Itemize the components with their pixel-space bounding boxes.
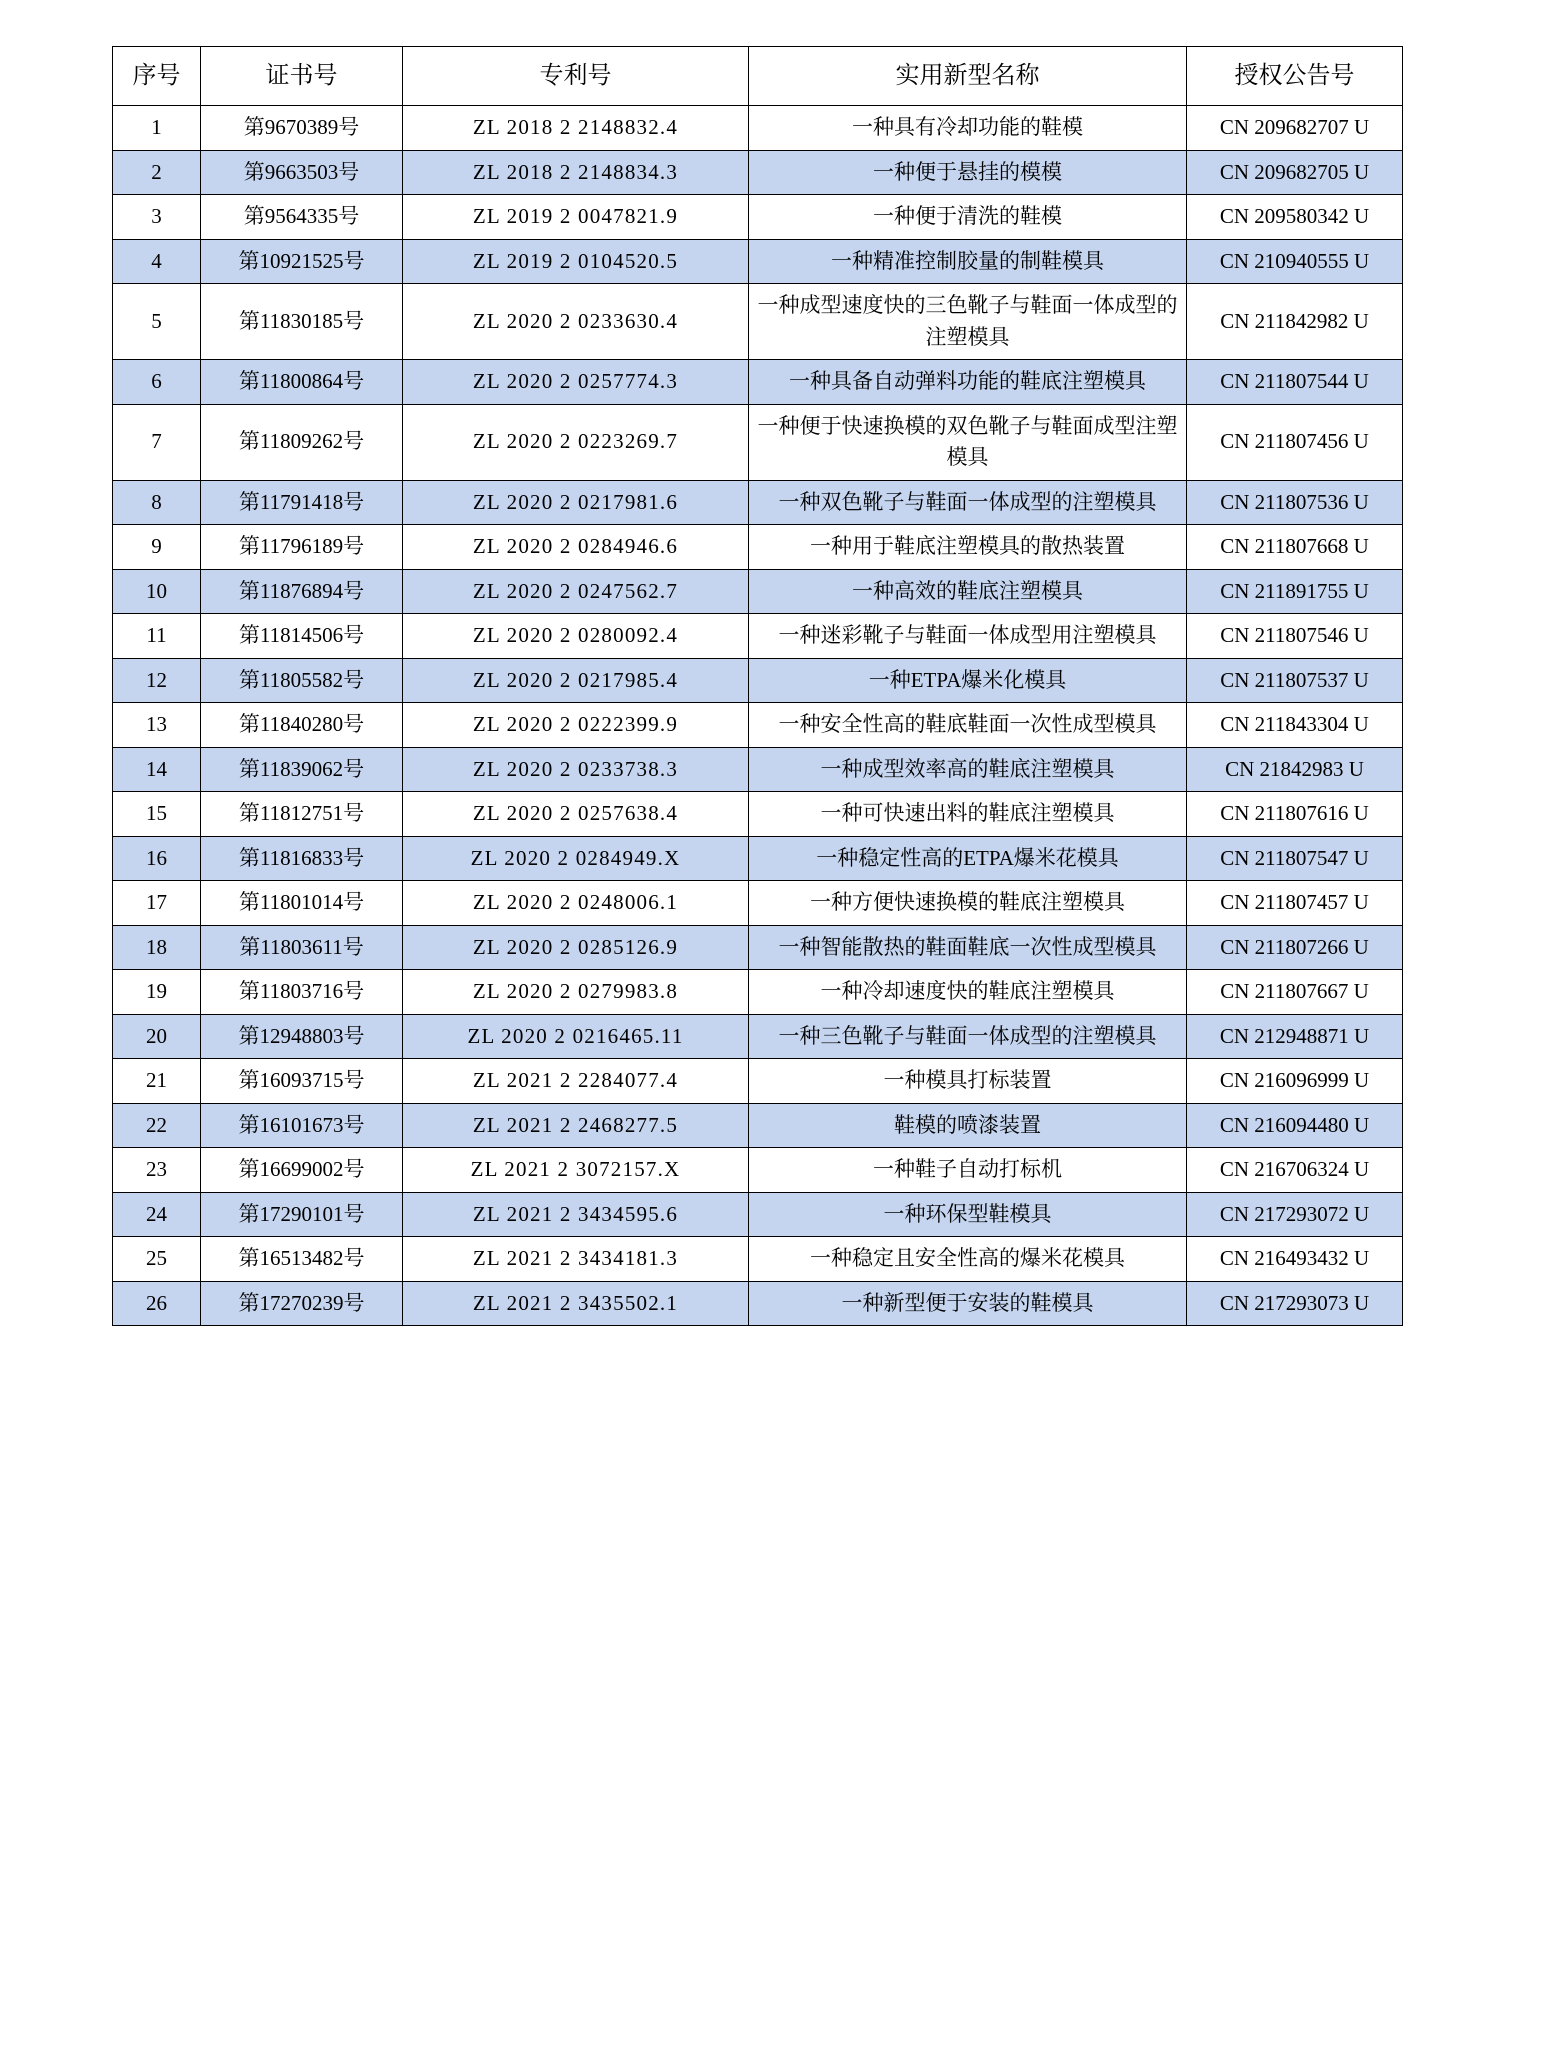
cell-patent-no: ZL 2020 2 0279983.8 — [403, 970, 749, 1015]
table-row — [113, 480, 1403, 525]
cell-utility-model-name: 一种稳定性高的ETPA爆米花模具 — [749, 836, 1187, 881]
cell-seq: 8 — [113, 480, 201, 525]
cell-publication-no: CN 211807544 U — [1187, 360, 1403, 405]
cell-seq: 24 — [113, 1192, 201, 1237]
cell-certificate-no: 第12948803号 — [201, 1014, 403, 1059]
column-header-utility-model-name: 实用新型名称 — [749, 47, 1187, 106]
cell-utility-model-name: 一种精准控制胶量的制鞋模具 — [749, 239, 1187, 284]
cell-certificate-no: 第11791418号 — [201, 480, 403, 525]
cell-seq: 23 — [113, 1148, 201, 1193]
cell-utility-model-name: 一种成型效率高的鞋底注塑模具 — [749, 747, 1187, 792]
cell-publication-no: CN 21842983 U — [1187, 747, 1403, 792]
cell-patent-no: ZL 2021 2 3435502.1 — [403, 1281, 749, 1326]
cell-publication-no: CN 217293072 U — [1187, 1192, 1403, 1237]
cell-utility-model-name: 一种便于悬挂的模模 — [749, 150, 1187, 195]
cell-seq: 11 — [113, 614, 201, 659]
cell-certificate-no: 第10921525号 — [201, 239, 403, 284]
cell-patent-no: ZL 2020 2 0285126.9 — [403, 925, 749, 970]
cell-certificate-no: 第11809262号 — [201, 404, 403, 480]
cell-certificate-no: 第11801014号 — [201, 881, 403, 926]
table-header-row — [113, 47, 1403, 106]
cell-utility-model-name: 一种ETPA爆米化模具 — [749, 658, 1187, 703]
cell-publication-no: CN 216493432 U — [1187, 1237, 1403, 1282]
cell-certificate-no: 第11830185号 — [201, 284, 403, 360]
cell-publication-no: CN 209682707 U — [1187, 106, 1403, 151]
table-row — [113, 150, 1403, 195]
cell-publication-no: CN 211843304 U — [1187, 703, 1403, 748]
cell-utility-model-name: 一种成型速度快的三色靴子与鞋面一体成型的注塑模具 — [749, 284, 1187, 360]
table-row — [113, 239, 1403, 284]
table-row — [113, 195, 1403, 240]
cell-certificate-no: 第16093715号 — [201, 1059, 403, 1104]
table-row — [113, 836, 1403, 881]
cell-patent-no: ZL 2020 2 0257638.4 — [403, 792, 749, 837]
cell-utility-model-name: 一种环保型鞋模具 — [749, 1192, 1187, 1237]
table-row — [113, 1237, 1403, 1282]
cell-utility-model-name: 一种高效的鞋底注塑模具 — [749, 569, 1187, 614]
cell-utility-model-name: 一种冷却速度快的鞋底注塑模具 — [749, 970, 1187, 1015]
table-row — [113, 747, 1403, 792]
cell-certificate-no: 第16101673号 — [201, 1103, 403, 1148]
cell-seq: 19 — [113, 970, 201, 1015]
cell-seq: 25 — [113, 1237, 201, 1282]
cell-utility-model-name: 鞋模的喷漆装置 — [749, 1103, 1187, 1148]
cell-patent-no: ZL 2021 2 3072157.X — [403, 1148, 749, 1193]
cell-seq: 21 — [113, 1059, 201, 1104]
cell-patent-no: ZL 2019 2 0104520.5 — [403, 239, 749, 284]
cell-seq: 22 — [113, 1103, 201, 1148]
cell-certificate-no: 第11796189号 — [201, 525, 403, 570]
cell-publication-no: CN 211842982 U — [1187, 284, 1403, 360]
cell-seq: 5 — [113, 284, 201, 360]
table-row — [113, 792, 1403, 837]
cell-certificate-no: 第16699002号 — [201, 1148, 403, 1193]
cell-seq: 15 — [113, 792, 201, 837]
cell-certificate-no: 第11803716号 — [201, 970, 403, 1015]
cell-certificate-no: 第11816833号 — [201, 836, 403, 881]
cell-patent-no: ZL 2020 2 0217981.6 — [403, 480, 749, 525]
cell-certificate-no: 第11803611号 — [201, 925, 403, 970]
cell-seq: 16 — [113, 836, 201, 881]
table-row — [113, 360, 1403, 405]
cell-certificate-no: 第11839062号 — [201, 747, 403, 792]
column-header-certificate-no: 证书号 — [201, 47, 403, 106]
cell-utility-model-name: 一种双色靴子与鞋面一体成型的注塑模具 — [749, 480, 1187, 525]
cell-seq: 4 — [113, 239, 201, 284]
cell-publication-no: CN 211807536 U — [1187, 480, 1403, 525]
cell-patent-no: ZL 2018 2 2148834.3 — [403, 150, 749, 195]
cell-publication-no: CN 210940555 U — [1187, 239, 1403, 284]
cell-publication-no: CN 209580342 U — [1187, 195, 1403, 240]
column-header-publication-no: 授权公告号 — [1187, 47, 1403, 106]
cell-utility-model-name: 一种便于清洗的鞋模 — [749, 195, 1187, 240]
cell-patent-no: ZL 2020 2 0216465.11 — [403, 1014, 749, 1059]
table-row — [113, 1059, 1403, 1104]
cell-patent-no: ZL 2020 2 0280092.4 — [403, 614, 749, 659]
cell-certificate-no: 第17290101号 — [201, 1192, 403, 1237]
cell-patent-no: ZL 2020 2 0222399.9 — [403, 703, 749, 748]
cell-certificate-no: 第11814506号 — [201, 614, 403, 659]
cell-utility-model-name: 一种具有冷却功能的鞋模 — [749, 106, 1187, 151]
table-row — [113, 658, 1403, 703]
cell-seq: 1 — [113, 106, 201, 151]
cell-publication-no: CN 217293073 U — [1187, 1281, 1403, 1326]
patent-list-table — [112, 46, 1403, 1326]
cell-publication-no: CN 216706324 U — [1187, 1148, 1403, 1193]
cell-seq: 12 — [113, 658, 201, 703]
cell-publication-no: CN 216096999 U — [1187, 1059, 1403, 1104]
cell-certificate-no: 第9663503号 — [201, 150, 403, 195]
cell-publication-no: CN 211807667 U — [1187, 970, 1403, 1015]
cell-seq: 7 — [113, 404, 201, 480]
table-row — [113, 1281, 1403, 1326]
cell-patent-no: ZL 2020 2 0257774.3 — [403, 360, 749, 405]
cell-patent-no: ZL 2020 2 0248006.1 — [403, 881, 749, 926]
cell-seq: 3 — [113, 195, 201, 240]
cell-utility-model-name: 一种安全性高的鞋底鞋面一次性成型模具 — [749, 703, 1187, 748]
cell-patent-no: ZL 2020 2 0247562.7 — [403, 569, 749, 614]
cell-seq: 13 — [113, 703, 201, 748]
table-row — [113, 1148, 1403, 1193]
cell-certificate-no: 第11800864号 — [201, 360, 403, 405]
cell-seq: 9 — [113, 525, 201, 570]
cell-certificate-no: 第17270239号 — [201, 1281, 403, 1326]
cell-publication-no: CN 212948871 U — [1187, 1014, 1403, 1059]
table-body — [113, 106, 1403, 1326]
cell-seq: 20 — [113, 1014, 201, 1059]
cell-seq: 14 — [113, 747, 201, 792]
cell-publication-no: CN 216094480 U — [1187, 1103, 1403, 1148]
cell-seq: 6 — [113, 360, 201, 405]
cell-utility-model-name: 一种便于快速换模的双色靴子与鞋面成型注塑模具 — [749, 404, 1187, 480]
table-row — [113, 614, 1403, 659]
cell-patent-no: ZL 2021 2 2468277.5 — [403, 1103, 749, 1148]
cell-certificate-no: 第11805582号 — [201, 658, 403, 703]
cell-publication-no: CN 211807266 U — [1187, 925, 1403, 970]
column-header-patent-no: 专利号 — [403, 47, 749, 106]
cell-patent-no: ZL 2020 2 0284949.X — [403, 836, 749, 881]
cell-publication-no: CN 211807457 U — [1187, 881, 1403, 926]
cell-utility-model-name: 一种三色靴子与鞋面一体成型的注塑模具 — [749, 1014, 1187, 1059]
cell-utility-model-name: 一种迷彩靴子与鞋面一体成型用注塑模具 — [749, 614, 1187, 659]
cell-patent-no: ZL 2021 2 3434181.3 — [403, 1237, 749, 1282]
table-row — [113, 703, 1403, 748]
cell-utility-model-name: 一种稳定且安全性高的爆米花模具 — [749, 1237, 1187, 1282]
cell-seq: 10 — [113, 569, 201, 614]
cell-certificate-no: 第11812751号 — [201, 792, 403, 837]
cell-publication-no: CN 211807547 U — [1187, 836, 1403, 881]
table-row — [113, 970, 1403, 1015]
cell-patent-no: ZL 2020 2 0223269.7 — [403, 404, 749, 480]
cell-publication-no: CN 211807616 U — [1187, 792, 1403, 837]
table-row — [113, 1103, 1403, 1148]
cell-patent-no: ZL 2020 2 0217985.4 — [403, 658, 749, 703]
cell-patent-no: ZL 2021 2 3434595.6 — [403, 1192, 749, 1237]
cell-certificate-no: 第11876894号 — [201, 569, 403, 614]
table-row — [113, 1192, 1403, 1237]
cell-utility-model-name: 一种方便快速换模的鞋底注塑模具 — [749, 881, 1187, 926]
cell-publication-no: CN 211807456 U — [1187, 404, 1403, 480]
cell-utility-model-name: 一种模具打标装置 — [749, 1059, 1187, 1104]
cell-patent-no: ZL 2020 2 0284946.6 — [403, 525, 749, 570]
cell-seq: 18 — [113, 925, 201, 970]
table-row — [113, 106, 1403, 151]
table-row — [113, 1014, 1403, 1059]
table-row — [113, 569, 1403, 614]
table-row — [113, 881, 1403, 926]
cell-publication-no: CN 211807668 U — [1187, 525, 1403, 570]
cell-certificate-no: 第9564335号 — [201, 195, 403, 240]
cell-utility-model-name: 一种新型便于安装的鞋模具 — [749, 1281, 1187, 1326]
table-row — [113, 404, 1403, 480]
cell-seq: 2 — [113, 150, 201, 195]
table-row — [113, 284, 1403, 360]
cell-publication-no: CN 209682705 U — [1187, 150, 1403, 195]
table-row — [113, 525, 1403, 570]
cell-utility-model-name: 一种鞋子自动打标机 — [749, 1148, 1187, 1193]
cell-utility-model-name: 一种智能散热的鞋面鞋底一次性成型模具 — [749, 925, 1187, 970]
cell-patent-no: ZL 2020 2 0233630.4 — [403, 284, 749, 360]
table-row — [113, 925, 1403, 970]
cell-patent-no: ZL 2020 2 0233738.3 — [403, 747, 749, 792]
cell-certificate-no: 第9670389号 — [201, 106, 403, 151]
cell-publication-no: CN 211807546 U — [1187, 614, 1403, 659]
cell-publication-no: CN 211807537 U — [1187, 658, 1403, 703]
cell-certificate-no: 第16513482号 — [201, 1237, 403, 1282]
cell-publication-no: CN 211891755 U — [1187, 569, 1403, 614]
cell-certificate-no: 第11840280号 — [201, 703, 403, 748]
cell-patent-no: ZL 2021 2 2284077.4 — [403, 1059, 749, 1104]
cell-patent-no: ZL 2019 2 0047821.9 — [403, 195, 749, 240]
cell-patent-no: ZL 2018 2 2148832.4 — [403, 106, 749, 151]
column-header-seq: 序号 — [113, 47, 201, 106]
cell-utility-model-name: 一种具备自动弹料功能的鞋底注塑模具 — [749, 360, 1187, 405]
cell-utility-model-name: 一种可快速出料的鞋底注塑模具 — [749, 792, 1187, 837]
cell-seq: 26 — [113, 1281, 201, 1326]
cell-utility-model-name: 一种用于鞋底注塑模具的散热装置 — [749, 525, 1187, 570]
cell-seq: 17 — [113, 881, 201, 926]
